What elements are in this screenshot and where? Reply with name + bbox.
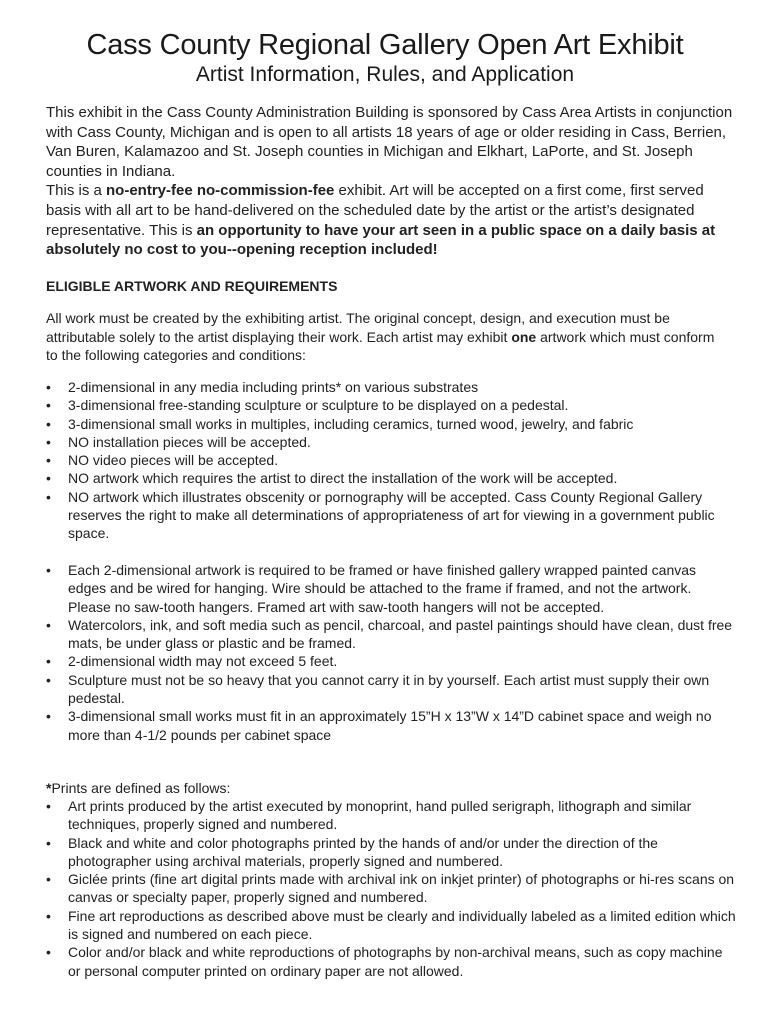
- requirements-text: All work must be created by the exhibiting artist. The original concept, design, and execution must be attributable solely to the artist displaying their work. Each artist may exhibit: [46, 310, 670, 345]
- list-item: • Art prints produced by the artist executed by monoprint, hand pulled serigraph, lithograph and similar techniques, properly signed and numbered.: [46, 797, 736, 834]
- list-item: • 3-dimensional small works must fit in an approximately 15”H x 13”W x 14”D cabinet space and weigh no more than 4-1/2 pounds per cabinet space: [46, 707, 736, 744]
- section-heading: ELIGIBLE ARTWORK AND REQUIREMENTS: [46, 278, 338, 294]
- list-item: • Watercolors, ink, and soft media such as pencil, charcoal, and pastel paintings should have clean, dust free mats, be under glass or plastic and be framed.: [46, 616, 736, 653]
- list-item: • 3-dimensional small works in multiples, including ceramics, turned wood, jewelry, and fabric: [46, 415, 726, 433]
- one-emphasis: one: [511, 328, 537, 345]
- requirements-text: artwork which must conform to the following categories and conditions:: [46, 328, 715, 364]
- no-fee-emphasis: no-entry-fee no-commission-fee: [106, 182, 335, 200]
- opportunity-emphasis: an opportunity to have your art seen in a public space on a daily basis at absolutely no cost to you--opening reception included!: [46, 221, 716, 259]
- list-item: • Sculpture must not be so heavy that you cannot carry it in by yourself. Each artist must supply their own pedestal.: [46, 671, 736, 708]
- list-item: • 2-dimensional width may not exceed 5 feet.: [46, 652, 736, 670]
- list-item: • NO artwork which illustrates obscenity or pornography will be accepted. Cass County Regional Gallery reserves the right to make all determinations of appropriateness of art for viewing in a government public space.: [46, 488, 726, 543]
- intro-paragraph: This exhibit in the Cass County Administration Building is sponsored by Cass Area Artists in conjunction with Cass County, Michigan and is open to all artists 18 years of age or older residing in Cass, Berrien, Van Buren, Kalamazoo and St. Joseph counties in Michigan and Elkhart, LaPorte, and St. Joseph counties in Indiana.: [46, 104, 733, 180]
- requirements-paragraph: [46, 309, 726, 365]
- list-item: • NO video pieces will be accepted.: [46, 451, 726, 469]
- intro-section: [46, 103, 736, 260]
- prints-list: [46, 797, 736, 980]
- prints-heading-text: Prints are defined as follows:: [51, 780, 231, 796]
- conditions-list: [46, 561, 736, 744]
- intro-text: exhibit. Art will be accepted on a first come, first served basis with all art to be hand-delivered on the scheduled date by the artist or the artist’s designated representative. This is: [46, 182, 704, 239]
- list-item: • 2-dimensional in any media including prints* on various substrates: [46, 378, 726, 396]
- list-item: • Color and/or black and white reproductions of photographs by non-archival means, such as copy machine or personal computer printed on ordinary paper are not allowed.: [46, 943, 736, 980]
- list-item: • Black and white and color photographs printed by the hands of and/or under the direction of the photographer using archival materials, properly signed and numbered.: [46, 834, 736, 871]
- categories-list: [46, 378, 726, 543]
- asterisk: *: [46, 780, 52, 796]
- list-item: • Each 2-dimensional artwork is required to be framed or have finished gallery wrapped painted canvas edges and be wired for hanging. Wire should be attached to the frame if framed, and not the artwork. Please no saw-tooth hangers. Framed art with saw-tooth hangers will not be accepted.: [46, 561, 736, 616]
- intro-paragraph-fees: [46, 181, 736, 259]
- list-item: • NO installation pieces will be accepted.: [46, 433, 726, 451]
- list-item: • Fine art reproductions as described above must be clearly and individually labeled as a limited edition which is signed and numbered on each piece.: [46, 907, 736, 944]
- intro-text: This is a: [46, 182, 107, 200]
- list-item: • 3-dimensional free-standing sculpture or sculpture to be displayed on a pedestal.: [46, 396, 726, 414]
- page-subtitle: Artist Information, Rules, and Application: [195, 63, 575, 86]
- list-item: • Giclée prints (fine art digital prints made with archival ink on inkjet printer) of photographs or hi-res scans on canvas or specialty paper, properly signed and numbered.: [46, 870, 736, 907]
- page-title: Cass County Regional Gallery Open Art Exhibit: [86, 29, 684, 61]
- prints-heading: [46, 779, 230, 797]
- list-item: • NO artwork which requires the artist to direct the installation of the work will be accepted.: [46, 469, 726, 487]
